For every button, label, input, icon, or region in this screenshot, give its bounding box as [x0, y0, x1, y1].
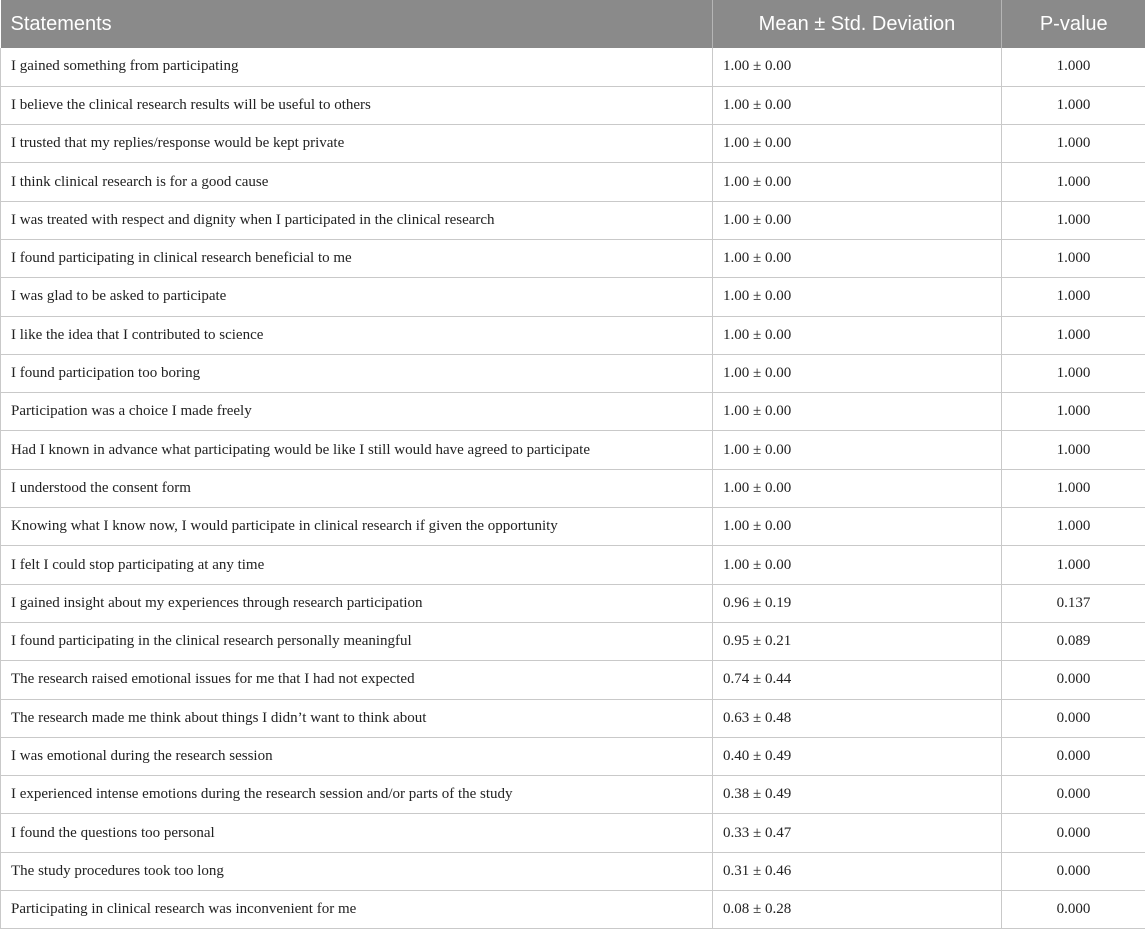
table-row	[1, 737, 1145, 775]
statement-cell: I was glad to be asked to participate	[1, 278, 713, 316]
p-value-cell: 0.000	[1002, 891, 1145, 929]
table-row	[1, 278, 1145, 316]
statement-cell: I trusted that my replies/response would be kept private	[1, 125, 713, 163]
mean-sd-cell: 0.63 ± 0.48	[713, 699, 1002, 737]
statement-cell: I found the questions too personal	[1, 814, 713, 852]
mean-sd-cell: 1.00 ± 0.00	[713, 393, 1002, 431]
statement-cell: I think clinical research is for a good cause	[1, 163, 713, 201]
mean-sd-cell: 1.00 ± 0.00	[713, 201, 1002, 239]
header-statements: Statements	[1, 0, 713, 48]
p-value-cell: 1.000	[1002, 125, 1145, 163]
p-value-cell: 0.089	[1002, 622, 1145, 660]
statement-cell: Had I known in advance what participating would be like I still would have agreed to participate	[1, 431, 713, 469]
p-value-cell: 0.000	[1002, 699, 1145, 737]
statement-cell: I gained something from participating	[1, 48, 713, 86]
table-row	[1, 661, 1145, 699]
table-row	[1, 354, 1145, 392]
statement-cell: I gained insight about my experiences through research participation	[1, 584, 713, 622]
p-value-cell: 1.000	[1002, 316, 1145, 354]
table-row	[1, 125, 1145, 163]
table-row	[1, 393, 1145, 431]
statement-cell: I found participating in the clinical research personally meaningful	[1, 622, 713, 660]
p-value-cell: 0.000	[1002, 737, 1145, 775]
statement-cell: I experienced intense emotions during the research session and/or parts of the study	[1, 776, 713, 814]
p-value-cell: 1.000	[1002, 163, 1145, 201]
statement-cell: I understood the consent form	[1, 469, 713, 507]
mean-sd-cell: 1.00 ± 0.00	[713, 239, 1002, 277]
p-value-cell: 1.000	[1002, 278, 1145, 316]
table-row	[1, 546, 1145, 584]
p-value-cell: 1.000	[1002, 393, 1145, 431]
mean-sd-cell: 1.00 ± 0.00	[713, 354, 1002, 392]
p-value-cell: 1.000	[1002, 546, 1145, 584]
table-header	[1, 0, 1145, 48]
mean-sd-cell: 1.00 ± 0.00	[713, 469, 1002, 507]
statement-cell: I felt I could stop participating at any time	[1, 546, 713, 584]
table-row	[1, 469, 1145, 507]
mean-sd-cell: 1.00 ± 0.00	[713, 48, 1002, 86]
p-value-cell: 1.000	[1002, 201, 1145, 239]
p-value-cell: 1.000	[1002, 469, 1145, 507]
table-row	[1, 431, 1145, 469]
p-value-cell: 1.000	[1002, 431, 1145, 469]
statement-cell: The research raised emotional issues for me that I had not expected	[1, 661, 713, 699]
table-row	[1, 86, 1145, 124]
mean-sd-cell: 0.08 ± 0.28	[713, 891, 1002, 929]
table-row	[1, 814, 1145, 852]
table-row	[1, 201, 1145, 239]
p-value-cell: 1.000	[1002, 508, 1145, 546]
statement-cell: I was emotional during the research session	[1, 737, 713, 775]
statement-cell: Participation was a choice I made freely	[1, 393, 713, 431]
mean-sd-cell: 0.95 ± 0.21	[713, 622, 1002, 660]
mean-sd-cell: 1.00 ± 0.00	[713, 431, 1002, 469]
table-row	[1, 316, 1145, 354]
table-body	[1, 48, 1145, 929]
p-value-cell: 0.000	[1002, 852, 1145, 890]
mean-sd-cell: 1.00 ± 0.00	[713, 163, 1002, 201]
statement-cell: Participating in clinical research was inconvenient for me	[1, 891, 713, 929]
mean-sd-cell: 1.00 ± 0.00	[713, 278, 1002, 316]
table-row	[1, 776, 1145, 814]
statement-cell: The research made me think about things I didn’t want to think about	[1, 699, 713, 737]
statement-cell: The study procedures took too long	[1, 852, 713, 890]
table-row	[1, 508, 1145, 546]
table-row	[1, 48, 1145, 86]
table-row	[1, 699, 1145, 737]
mean-sd-cell: 0.74 ± 0.44	[713, 661, 1002, 699]
mean-sd-cell: 0.33 ± 0.47	[713, 814, 1002, 852]
p-value-cell: 0.000	[1002, 776, 1145, 814]
mean-sd-cell: 1.00 ± 0.00	[713, 546, 1002, 584]
statement-cell: I found participating in clinical research beneficial to me	[1, 239, 713, 277]
p-value-cell: 1.000	[1002, 239, 1145, 277]
table-row	[1, 852, 1145, 890]
p-value-cell: 0.000	[1002, 814, 1145, 852]
statement-cell: Knowing what I know now, I would participate in clinical research if given the opportunity	[1, 508, 713, 546]
header-p-value: P-value	[1039, 12, 1108, 35]
statement-cell: I like the idea that I contributed to science	[1, 316, 713, 354]
header-mean-sd: Mean ± Std. Deviation	[713, 0, 1002, 48]
p-value-cell: 1.000	[1002, 354, 1145, 392]
mean-sd-cell: 0.38 ± 0.49	[713, 776, 1002, 814]
table-row	[1, 584, 1145, 622]
mean-sd-cell: 0.31 ± 0.46	[713, 852, 1002, 890]
mean-sd-cell: 1.00 ± 0.00	[713, 125, 1002, 163]
table-row	[1, 622, 1145, 660]
table-row	[1, 891, 1145, 929]
p-value-cell: 0.000	[1002, 661, 1145, 699]
statement-cell: I believe the clinical research results will be useful to others	[1, 86, 713, 124]
table-row	[1, 239, 1145, 277]
mean-sd-cell: 1.00 ± 0.00	[713, 508, 1002, 546]
header-row	[1, 0, 1145, 48]
mean-sd-cell: 0.40 ± 0.49	[713, 737, 1002, 775]
p-value-cell: 1.000	[1002, 48, 1145, 86]
mean-sd-cell: 1.00 ± 0.00	[713, 316, 1002, 354]
mean-sd-cell: 1.00 ± 0.00	[713, 86, 1002, 124]
mean-sd-cell: 0.96 ± 0.19	[713, 584, 1002, 622]
statement-cell: I was treated with respect and dignity when I participated in the clinical research	[1, 201, 713, 239]
statement-cell: I found participation too boring	[1, 354, 713, 392]
table-row	[1, 163, 1145, 201]
p-value-cell: 1.000	[1002, 86, 1145, 124]
p-value-cell: 0.137	[1002, 584, 1145, 622]
